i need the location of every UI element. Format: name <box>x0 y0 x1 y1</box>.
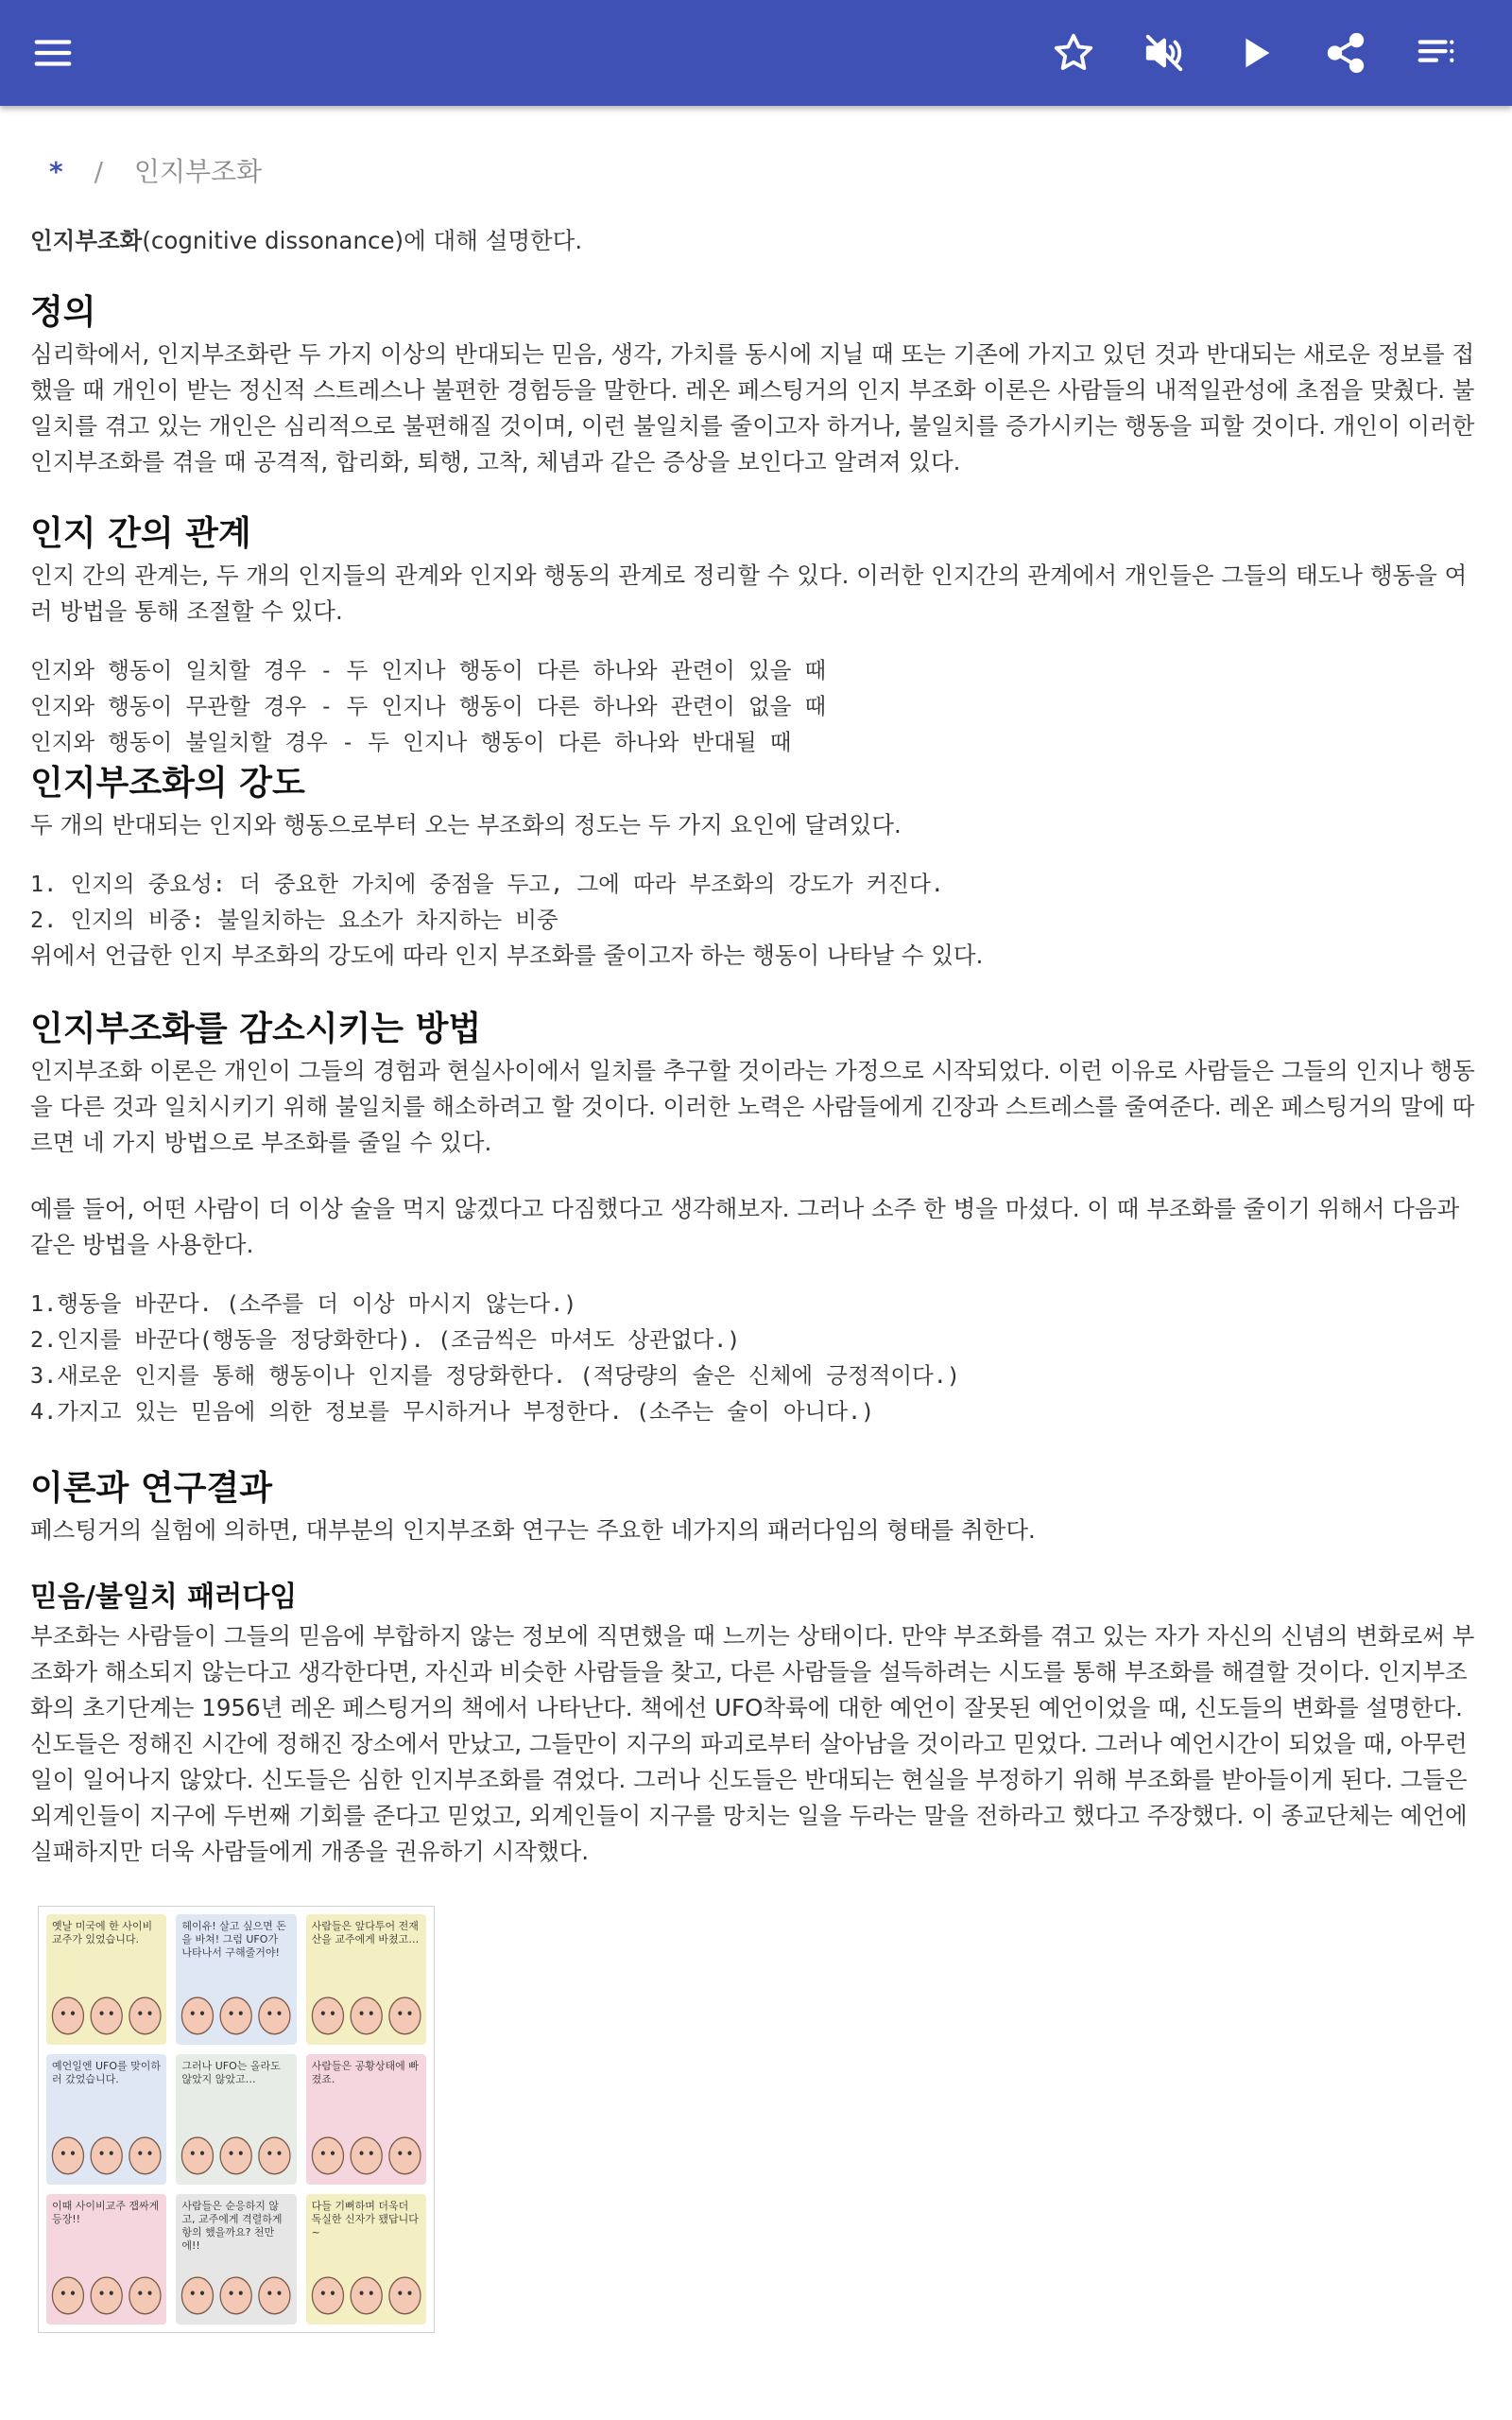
list-item: 인지와 행동이 일치할 경우 - 두 인지나 행동이 다른 하나와 관련이 있을 때 <box>30 657 827 683</box>
reduce-list <box>30 1286 1482 1429</box>
list-item: 1. 인지의 중요성: 더 중요한 가치에 중점을 두고, 그에 따라 부조화의 강도가 커진다. <box>30 871 944 897</box>
comic-figures-illustration <box>306 1966 426 2045</box>
comic-caption: 다들 기뻐하며 더욱더 독실한 신자가 됐답니다~ <box>311 2200 419 2238</box>
breadcrumb-current: 인지부조화 <box>133 156 263 187</box>
list-item: 2.인지를 바꾼다(행동을 정당화한다). (조금씩은 마셔도 상관없다.) <box>30 1326 741 1353</box>
intensity-after-paragraph: 위에서 언급한 인지 부조화의 강도에 따라 인지 부조화를 줄이고자 하는 행동이 나타날 수 있다. <box>30 942 984 969</box>
comic-panel <box>46 2194 166 2325</box>
section-title-belief: 믿음/불일치 패러다임 <box>30 1581 298 1614</box>
comic-caption: 사람들은 순응하지 않고, 교주에게 격렬하게 항의 했을까요? 천만에!! <box>181 2200 283 2252</box>
mute-button[interactable] <box>1136 25 1193 81</box>
list-item: 1.행동을 바꾼다. (소주를 더 이상 마시지 않는다.) <box>30 1290 577 1317</box>
comic-caption: 예언일엔 UFO를 맞이하러 갔었습니다. <box>52 2060 162 2085</box>
intensity-list <box>30 866 1482 938</box>
share-icon <box>1324 31 1367 75</box>
comic-caption: 그러나 UFO는 올라도 않았지 않았고… <box>181 2060 281 2085</box>
section-title-reduce: 인지부조화를 감소시키는 방법 <box>30 1010 482 1048</box>
comic-panel <box>46 1914 166 2045</box>
list-item: 인지와 행동이 무관할 경우 - 두 인지나 행동이 다른 하나와 관련이 없을 때 <box>30 693 827 719</box>
comic-panel <box>176 1914 296 2045</box>
reduce-paragraph-1: 인지부조화 이론은 개인이 그들의 경험과 현실사이에서 일치를 추구할 것이라는 가정으로 시작되었다. 이런 이유로 사람들은 그들의 인지나 행동을 다른 것과 일치시키기 위해 불일치를 해소하려고 할 것이다. 이러한 노력은 사람들에게 긴장과 스트레스를 줄여준다. 레온 페스팅거의 말에 따르면 네 가지 방법으로 부조화를 줄일 수 있다. <box>30 1057 1475 1156</box>
comic-caption: 사람들은 공황상태에 빠졌죠. <box>311 2060 419 2085</box>
comic-image[interactable] <box>38 1906 435 2333</box>
comic-panel <box>176 2054 296 2185</box>
comic-caption: 사람들은 앞다투어 전재산을 교주에게 바쳤고… <box>311 1920 420 1945</box>
play-icon <box>1233 31 1277 75</box>
comic-panel <box>306 1914 426 2045</box>
section-title-research: 이론과 연구결과 <box>30 1469 272 1508</box>
comic-figures-illustration <box>46 2106 166 2185</box>
comic-figures-illustration <box>46 1966 166 2045</box>
breadcrumb <box>49 151 1482 189</box>
playlist-icon <box>1415 31 1458 75</box>
list-item: 인지와 행동이 불일치할 경우 - 두 인지나 행동이 다른 하나와 반대될 때 <box>30 729 792 755</box>
section-title-intensity: 인지부조화의 강도 <box>30 764 305 803</box>
comic-panel <box>46 2054 166 2185</box>
star-icon <box>1052 31 1095 75</box>
play-button[interactable] <box>1227 25 1283 81</box>
comic-caption: 이때 사이비교주 잽싸게 등장!! <box>52 2200 160 2225</box>
reduce-paragraph-2: 예를 들어, 어떤 사람이 더 이상 술을 먹지 않겠다고 다짐했다고 생각해보자. 그러나 소주 한 병을 마셨다. 이 때 부조화를 줄이기 위해서 다음과 같은 방법을 사용한다. <box>30 1195 1460 1258</box>
comic-panel <box>306 2054 426 2185</box>
app-bar <box>0 0 1512 106</box>
relations-list <box>30 652 1482 760</box>
share-button[interactable] <box>1317 25 1374 81</box>
bookmark-button[interactable] <box>1045 25 1102 81</box>
breadcrumb-root-link[interactable]: * <box>49 156 63 187</box>
hamburger-menu-icon <box>31 31 75 75</box>
section-title-definition: 정의 <box>30 293 96 332</box>
list-item: 2. 인지의 비중: 불일치하는 요소가 차지하는 비중 <box>30 907 558 933</box>
comic-caption: 헤이유! 살고 싶으면 돈을 바쳐! 그럼 UFO가 나타나서 구해줄거야! <box>181 1920 286 1959</box>
belief-paragraph: 부조화는 사람들이 그들의 믿음에 부합하지 않는 정보에 직면했을 때 느끼는 상태이다. 만약 부조화를 겪고 있는 자가 자신의 신념의 변화로써 부조화가 해소되지 않는다고 생각한다면, 자신과 비슷한 사람들을 찾고, 다른 사람들을 설득하려는 시도를 통해 부조화를 해결할 것이다. 인지부조화의 초기단계는 1956년 레온 페스팅거의 책에서 나타난다. 책에선 UFO착륙에 대한 예언이 잘못된 예언이었을 때, 신도들의 변화를 설명한다. 신도들은 정해진 시간에 정해진 장소에서 만났고, 그들만이 지구의 파괴로부터 살아남을 것이라고 믿었다. 그러나 예언시간이 되었을 때, 아무런 일이 일어나지 않았다. 신도들은 심한 인지부조화를 겪었다. 그러나 신도들은 반대되는 현실을 부정하기 위해 부조화를 받아들이게 된다. 그들은 외계인들이 지구에 두번째 기회를 준다고 믿었고, 외계인들이 지구를 망치는 일을 두라는 말을 전하라고 했다고 주장했다. 이 종교단체는 예언에 실패하지만 더욱 사람들에게 개종을 권유하기 시작했다. <box>30 1622 1475 1865</box>
menu-button[interactable] <box>25 25 81 81</box>
comic-figures-illustration <box>176 2246 296 2325</box>
comic-figures-illustration <box>176 2106 296 2185</box>
definition-paragraph: 심리학에서, 인지부조화란 두 가지 이상의 반대되는 믿음, 생각, 가치를 동시에 지닐 때 또는 기존에 가지고 있던 것과 반대되는 새로운 정보를 접했을 때 개인이 받는 정신적 스트레스나 불편한 경험등을 말한다. 레온 페스팅거의 인지 부조화 이론은 사람들의 내적일관성에 초점을 맞췄다. 불일치를 겪고 있는 개인은 심리적으로 불편해질 것이며, 이런 불일치를 줄이고자 하거나, 불일치를 증가시키는 행동을 피할 것이다. 개인이 이러한 인지부조화를 겪을 때 공격적, 합리화, 퇴행, 고착, 체념과 같은 증상을 보인다고 알려져 있다. <box>30 340 1475 475</box>
volume-mute-icon <box>1143 31 1186 75</box>
comic-figures-illustration <box>306 2246 426 2325</box>
intensity-paragraph: 두 개의 반대되는 인지와 행동으로부터 오는 부조화의 정도는 두 가지 요인에 달려있다. <box>30 811 902 838</box>
intro-text: (cognitive dissonance)에 대해 설명한다. <box>142 227 583 254</box>
list-item: 3.새로운 인지를 통해 행동이나 인지를 정당화한다. (적당량의 술은 신체에 긍정적이다.) <box>30 1362 961 1389</box>
comic-panel <box>176 2194 296 2325</box>
playlist-button[interactable] <box>1408 25 1465 81</box>
breadcrumb-separator: / <box>94 156 103 187</box>
intro-paragraph <box>30 223 1482 259</box>
comic-caption: 옛날 미국에 한 사이비 교주가 있었습니다. <box>52 1920 153 1945</box>
comic-panel <box>306 2194 426 2325</box>
relations-paragraph: 인지 간의 관계는, 두 개의 인지들의 관계와 인지와 행동의 관계로 정리할 수 있다. 이러한 인지간의 관계에서 개인들은 그들의 태도나 행동을 여러 방법을 통해 조절할 수 있다. <box>30 562 1468 625</box>
comic-figures-illustration <box>176 1966 296 2045</box>
intro-term: 인지부조화 <box>30 227 143 254</box>
research-paragraph: 페스팅거의 실험에 의하면, 대부분의 인지부조화 연구는 주요한 네가지의 패러다임의 형태를 취한다. <box>30 1516 1036 1544</box>
article <box>30 151 1482 2333</box>
comic-figures-illustration <box>306 2106 426 2185</box>
list-item: 4.가지고 있는 믿음에 의한 정보를 무시하거나 부정한다. (소주는 술이 아니다.) <box>30 1398 875 1425</box>
section-title-relations: 인지 간의 관계 <box>30 514 251 553</box>
comic-figures-illustration <box>46 2246 166 2325</box>
